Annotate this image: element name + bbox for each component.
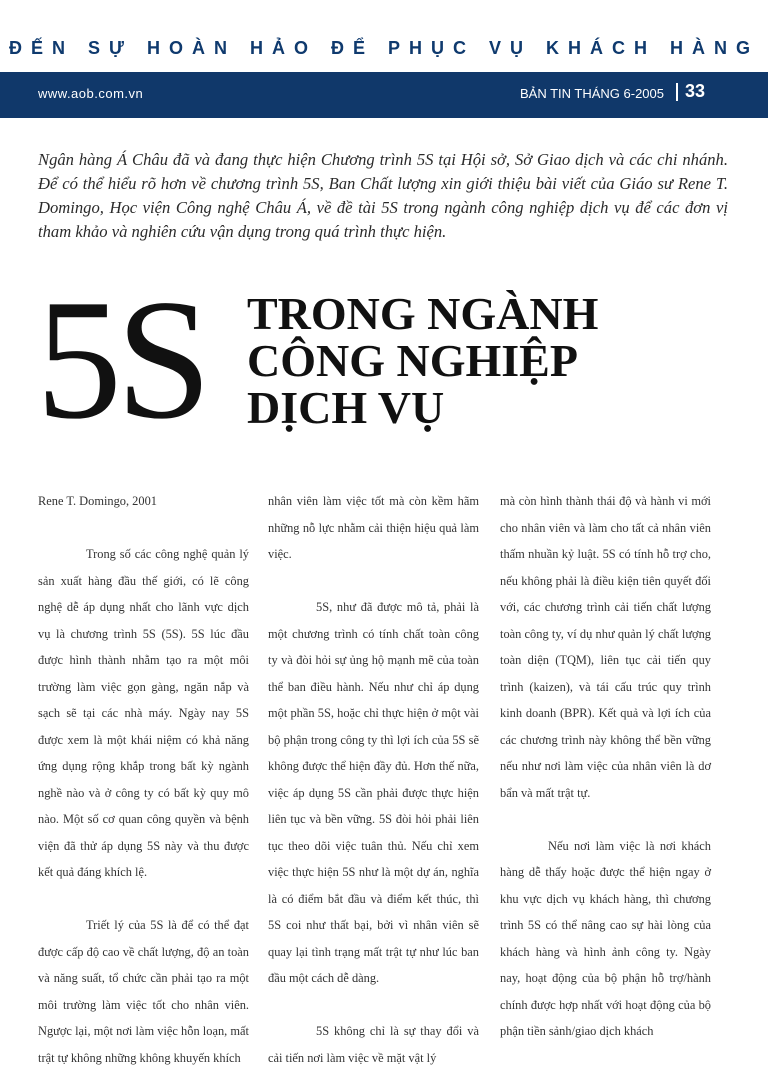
author-byline: Rene T. Domingo, 2001	[38, 494, 157, 508]
title-line-1: TRONG NGÀNH	[247, 288, 599, 339]
paragraph: Triết lý của 5S là để có thể đạt được cấp độ cao về chất lượng, độ an toàn và năng suất, tổ chức cần phải tạo ra một môi trường làm việc tốt cho nhân viên. Ngược lại, một nơi làm việc hỗn loạn, mất trật tự không những không khuyến khích	[38, 918, 249, 1065]
article-column-3	[500, 488, 711, 1045]
header-tagline: ĐẾN SỰ HOÀN HẢO ĐỂ PHỤC VỤ KHÁCH HÀNG	[9, 38, 759, 58]
title-5s: 5S	[36, 265, 206, 455]
title-line-3: DỊCH VỤ	[247, 382, 445, 433]
issue-label: BẢN TIN THÁNG 6-2005	[519, 86, 664, 101]
paragraph: 5S không chỉ là sự thay đổi và cải tiến nơi làm việc về mặt vật lý	[268, 1024, 479, 1065]
divider	[676, 83, 678, 101]
title-line-2: CÔNG NGHIỆP	[247, 335, 578, 386]
header-bar	[0, 72, 768, 118]
paragraph: Trong số các công nghệ quản lý sản xuất hàng đầu thế giới, có lẽ công nghệ dễ áp dụng nhất cho lãnh vực dịch vụ là chương trình 5S (5S). 5S lúc đầu được hình thành nhằm tạo ra một môi trường làm việc gọn gàng, ngăn nắp và sạch sẽ tại các nhà máy. Ngày nay 5S được xem là một khái niệm có khả năng ứng dụng rộng khắp trong bất kỳ ngành nghề nào và ở công ty có bất kỳ quy mô nào. Một số cơ quan công quyền và bệnh viện đã thử áp dụng 5S này và thu được kết quả đáng khích lệ.	[38, 547, 249, 879]
page-number: 33	[685, 81, 706, 101]
paragraph: nhân viên làm việc tốt mà còn kềm hãm những nỗ lực nhằm cải thiện hiệu quả làm việc.	[268, 494, 479, 561]
paragraph: Nếu nơi làm việc là nơi khách hàng dễ thấy hoặc được thể hiện ngay ở khu vực dịch vụ khách hàng, thì chương trình 5S có thể nâng cao sự hài lòng của khách hàng và hình ảnh công ty. Ngày nay, hoạt động của bộ phận hỗ trợ/hành chính được hợp nhất với hoạt động của bộ phận tiền sảnh/giao dịch khách	[500, 838, 711, 1038]
intro-paragraph: Ngân hàng Á Châu đã và đang thực hiện Chương trình 5S tại Hội sở, Sở Giao dịch và các chi nhánh. Để có thể hiểu rõ hơn về chương trình 5S, Ban Chất lượng xin giới thiệu bài viết của Giáo sư Rene T. Domingo, Học viện Công nghệ Châu Á, về đề tài 5S trong ngành công nghiệp dịch vụ để các đơn vị tham khảo và nghiên cứu vận dụng trong quá trình thực hiện.	[38, 150, 728, 241]
article-column-2	[268, 488, 479, 1071]
article-column-1	[38, 488, 249, 1071]
website-link[interactable]: www.aob.com.vn	[38, 86, 144, 101]
article-title	[247, 290, 747, 431]
paragraph: 5S, như đã được mô tả, phải là một chương trình có tính chất toàn công ty và đòi hỏi sự ủng hộ mạnh mẽ của toàn thể ban điều hành. Nếu như chỉ áp dụng một phần 5S, hoặc chỉ thực hiện ở một vài bộ phận trong công ty thì lợi ích của 5S sẽ không được thể hiện đầy đủ. Hơn thế nữa, việc áp dụng 5S cần phải được thực hiện liên tục và bền vững. 5S đòi hỏi phải liên tục theo dõi việc tuân thủ. Nếu chỉ xem việc thực hiện 5S như là một dự án, nghĩa là có điểm bắt đầu và điểm kết thúc, thì 5S coi như thất bại, bởi vì nhân viên sẽ quay lại tình trạng mất trật tự như lúc ban đầu một cách dễ dàng.	[268, 600, 479, 985]
paragraph: mà còn hình thành thái độ và hành vi mới cho nhân viên và làm cho tất cả nhân viên thấm nhuần kỷ luật. 5S có tính hỗ trợ cho, nếu không phải là điều kiện tiên quyết đối với, các chương trình cải tiến chất lượng toàn công ty, ví dụ như quản lý chất lượng toàn diện (TQM), liên tục cải tiến quy trình (kaizen), và tái cấu trúc quy trình kinh doanh (BPR). Kết quả và lợi ích của các chương trình này không thể bền vững nếu như nơi làm việc của nhân viên là dơ bẩn và mất trật tự.	[500, 494, 711, 800]
